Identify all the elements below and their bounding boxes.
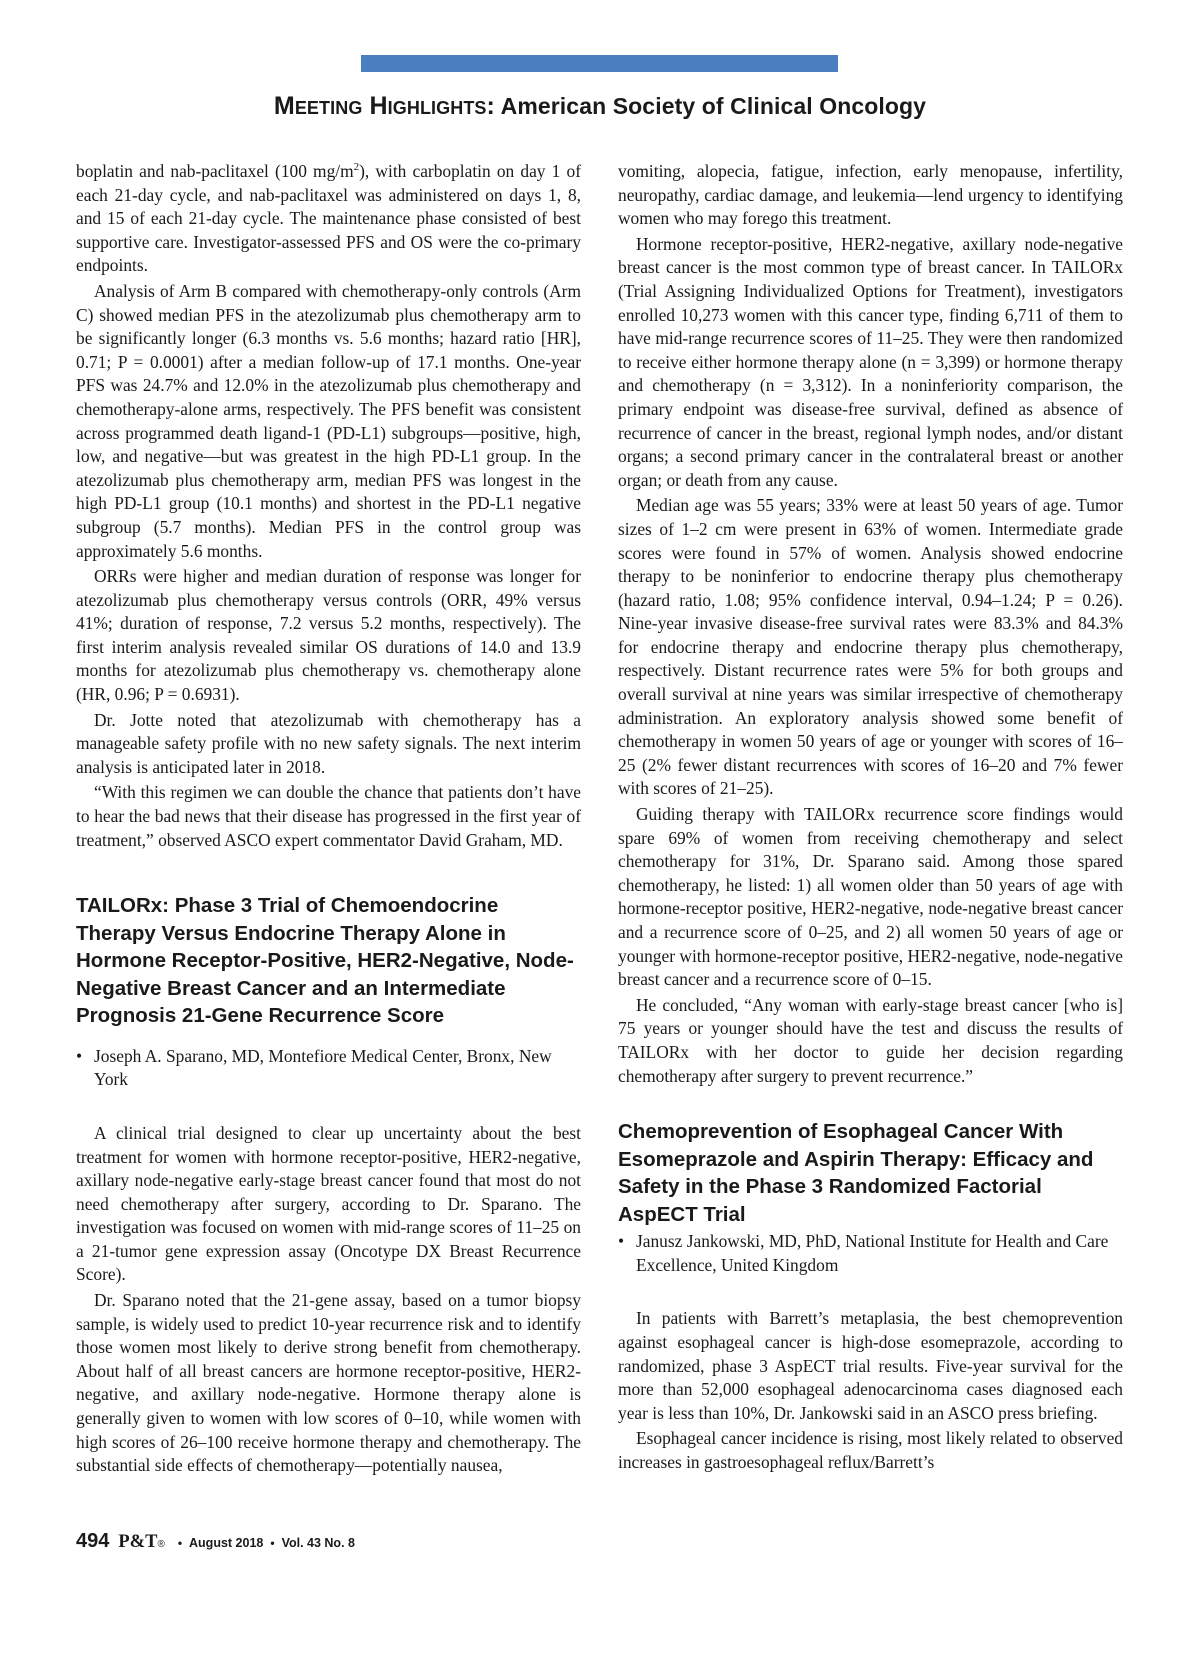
superscript: 2 <box>353 161 360 174</box>
volume-info: Vol. 43 No. 8 <box>281 1536 355 1550</box>
paragraph: A clinical trial designed to clear up uncertainty about the best treatment for women with hormone receptor-positive, HER2-negative, axillary node-negative early-stage breast cancer found that most do not need chemotherapy after surgery, according to Dr. Sparano. The investigation was focused on women with mid-range scores of 11–25 on a 21-tumor gene expression assay (Oncotype DX Breast Recurrence Score). <box>76 1122 581 1285</box>
section-heading-tailorx: TAILORx: Phase 3 Trial of Chemoendocrine Therapy Versus Endocrine Therapy Alone in Hormone Receptor-Positive, HER2-Negative, Node-Negative Breast Cancer and an Intermediate Prognosis 21-Gene Recurrence Score <box>76 894 574 1028</box>
left-column <box>76 160 581 1478</box>
paragraph <box>76 160 581 278</box>
paragraph: Analysis of Arm B compared with chemotherapy-only controls (Arm C) showed median PFS in the atezolizumab plus chemotherapy arm to be significantly longer (6.3 months vs. 5.6 months; hazard ratio [HR], 0.71; P = 0.0001) after a median follow-up of 17.1 months. One-year PFS was 24.7% and 12.0% in the atezolizumab plus chemotherapy and chemotherapy-alone arms, respectively. The PFS benefit was consistent across programmed death ligand-1 (PD-L1) subgroups—positive, high, low, and negative—but was greatest in the high PD-L1 group. In the atezolizumab plus chemotherapy arm, median PFS was longest in the high PD-L1 group (10.1 months) and shortest in the PD-L1 negative subgroup (5.7 months). Median PFS in the control group was approximately 5.6 months. <box>76 280 581 561</box>
byline-text: Janusz Jankowski, MD, PhD, National Institute for Health and Care Excellence, United Kingdom <box>636 1231 1109 1275</box>
paragraph: vomiting, alopecia, fatigue, infection, early menopause, infertility, neuropathy, cardiac damage, and leukemia—lend urgency to identifying women who may forego this treatment. <box>618 161 1123 229</box>
running-head-society: American Society of Clinical Oncology <box>494 93 927 119</box>
paragraph: Hormone receptor-positive, HER2-negative, axillary node-negative breast cancer is the most common type of breast cancer. In TAILORx (Trial Assigning Individualized Options for Treatment), investigators enrolled 10,273 women with this cancer type, finding 6,711 of them to have mid-range recurrence scores of 11–25. They were then randomized to receive either hormone therapy alone (n = 3,399) or hormone therapy and chemotherapy (n = 3,312). In a noninferiority comparison, the primary endpoint was disease-free survival, defined as absence of recurrence of cancer in the breast, regional lymph nodes, and/or distant organs; a second primary cancer in the contralateral breast or another organ; or death from any cause. <box>618 233 1123 490</box>
paragraph: Dr. Jotte noted that atezolizumab with chemotherapy has a manageable safety profile with no new safety signals. The next interim analysis is anticipated later in 2018. <box>76 709 581 777</box>
bullet-icon: • <box>76 1045 83 1066</box>
page-number: 494 <box>76 1530 110 1552</box>
issue-date: August 2018 <box>189 1536 264 1550</box>
author-byline <box>76 1045 581 1092</box>
running-head-section: Meeting Highlights: <box>273 92 495 120</box>
right-column <box>618 160 1123 1475</box>
registered-mark: ® <box>157 1539 165 1550</box>
paragraph: Esophageal cancer incidence is rising, most likely related to observed increases in gastroesophageal reflux/Barrett’s <box>618 1428 1123 1472</box>
paragraph: In patients with Barrett’s metaplasia, the best chemoprevention against esophageal cancer is high-dose esomeprazole, according to randomized, phase 3 AspECT trial results. Five-year survival for the more than 52,000 esophageal adenocarcinoma cases diagnosed each year is less than 10%, Dr. Jankowski said in an ASCO press briefing. <box>618 1308 1123 1423</box>
running-head <box>0 92 1200 121</box>
section-heading-aspect: Chemoprevention of Esophageal Cancer With Esomeprazole and Aspirin Therapy: Efficacy and Safety in the Phase 3 Randomized Factorial AspECT Trial <box>618 1120 1094 1226</box>
author-byline <box>618 1230 1123 1277</box>
paragraph: Dr. Sparano noted that the 21-gene assay, based on a tumor biopsy sample, is widely used to predict 10-year recurrence risk and to identify those women most likely to derive strong benefit from chemotherapy. About half of all breast cancers are hormone receptor-positive, HER2-negative, and axillary node-negative. Hormone therapy alone is generally given to women with low scores of 0–10, while women with high scores of 26–100 receive hormone therapy and chemotherapy. The substantial side effects of chemotherapy—potentially nausea, <box>76 1290 581 1476</box>
byline-text: Joseph A. Sparano, MD, Montefiore Medical Center, Bronx, New York <box>94 1045 552 1090</box>
separator-dot: • <box>177 1536 183 1550</box>
page-footer <box>76 1530 355 1553</box>
bullet-icon: • <box>618 1231 625 1252</box>
paragraph: “With this regimen we can double the chance that patients don’t have to hear the bad news that their disease has progressed in the first year of treatment,” observed ASCO expert commentator David Graham, MD. <box>76 782 581 850</box>
header-accent-bar <box>361 55 838 72</box>
separator-dot: • <box>270 1536 275 1550</box>
paragraph: Median age was 55 years; 33% were at least 50 years of age. Tumor sizes of 1–2 cm were present in 63% of women. Intermediate grade scores were found in 57% of women. Analysis showed endocrine therapy to be noninferior to endocrine therapy plus chemotherapy (hazard ratio, 1.08; 95% confidence interval, 0.94–1.24; P = 0.26). Nine-year invasive disease-free survival rates were 83.3% and 84.3% for endocrine therapy and endocrine therapy plus chemotherapy, respectively. Distant recurrence rates were 5% for both groups and overall survival at nine years was similar irrespective of chemotherapy administration. An exploratory analysis showed some benefit of chemotherapy in women 50 years of age or younger with scores of 16–25 (2% fewer distant recurrences with scores of 16–20 and 7% fewer with scores of 21–25). <box>618 495 1123 799</box>
paragraph: Guiding therapy with TAILORx recurrence score findings would spare 69% of women from receiving chemotherapy and select chemotherapy for 31%, Dr. Sparano said. Among those spared chemotherapy, he listed: 1) all women older than 50 years of age with hormone-receptor positive, HER2-negative, node-negative breast cancer and a recurrence score of 0–25, and 2) all women 50 years of age or younger with hormone-receptor positive, HER2-negative, node-negative breast cancer and a recurrence score of 0–15. <box>618 804 1123 990</box>
paragraph: ORRs were higher and median duration of response was longer for atezolizumab plus chemotherapy versus controls (ORR, 49% versus 41%; duration of response, 7.2 versus 5.2 months, respectively). The first interim analysis revealed similar OS durations of 14.0 and 13.9 months for atezolizumab plus chemotherapy vs. chemotherapy alone (HR, 0.96; P = 0.6931). <box>76 566 581 705</box>
text-run: boplatin and nab-paclitaxel (100 mg/m <box>76 161 354 181</box>
text-run: ), with carboplatin on day 1 of each 21-day cycle, and nab-paclitaxel was administered on days 1, 8, and 15 of each 21-day cycle. The maintenance phase consisted of best supportive care. Investigator-assessed PFS and OS were the co-primary endpoints. <box>76 161 581 276</box>
paragraph: He concluded, “Any woman with early-stage breast cancer [who is] 75 years or younger should have the test and discuss the results of TAILORx with her doctor to guide her decision regarding chemotherapy after surgery to prevent recurrence.” <box>618 994 1123 1086</box>
journal-name: P&T <box>118 1532 158 1552</box>
